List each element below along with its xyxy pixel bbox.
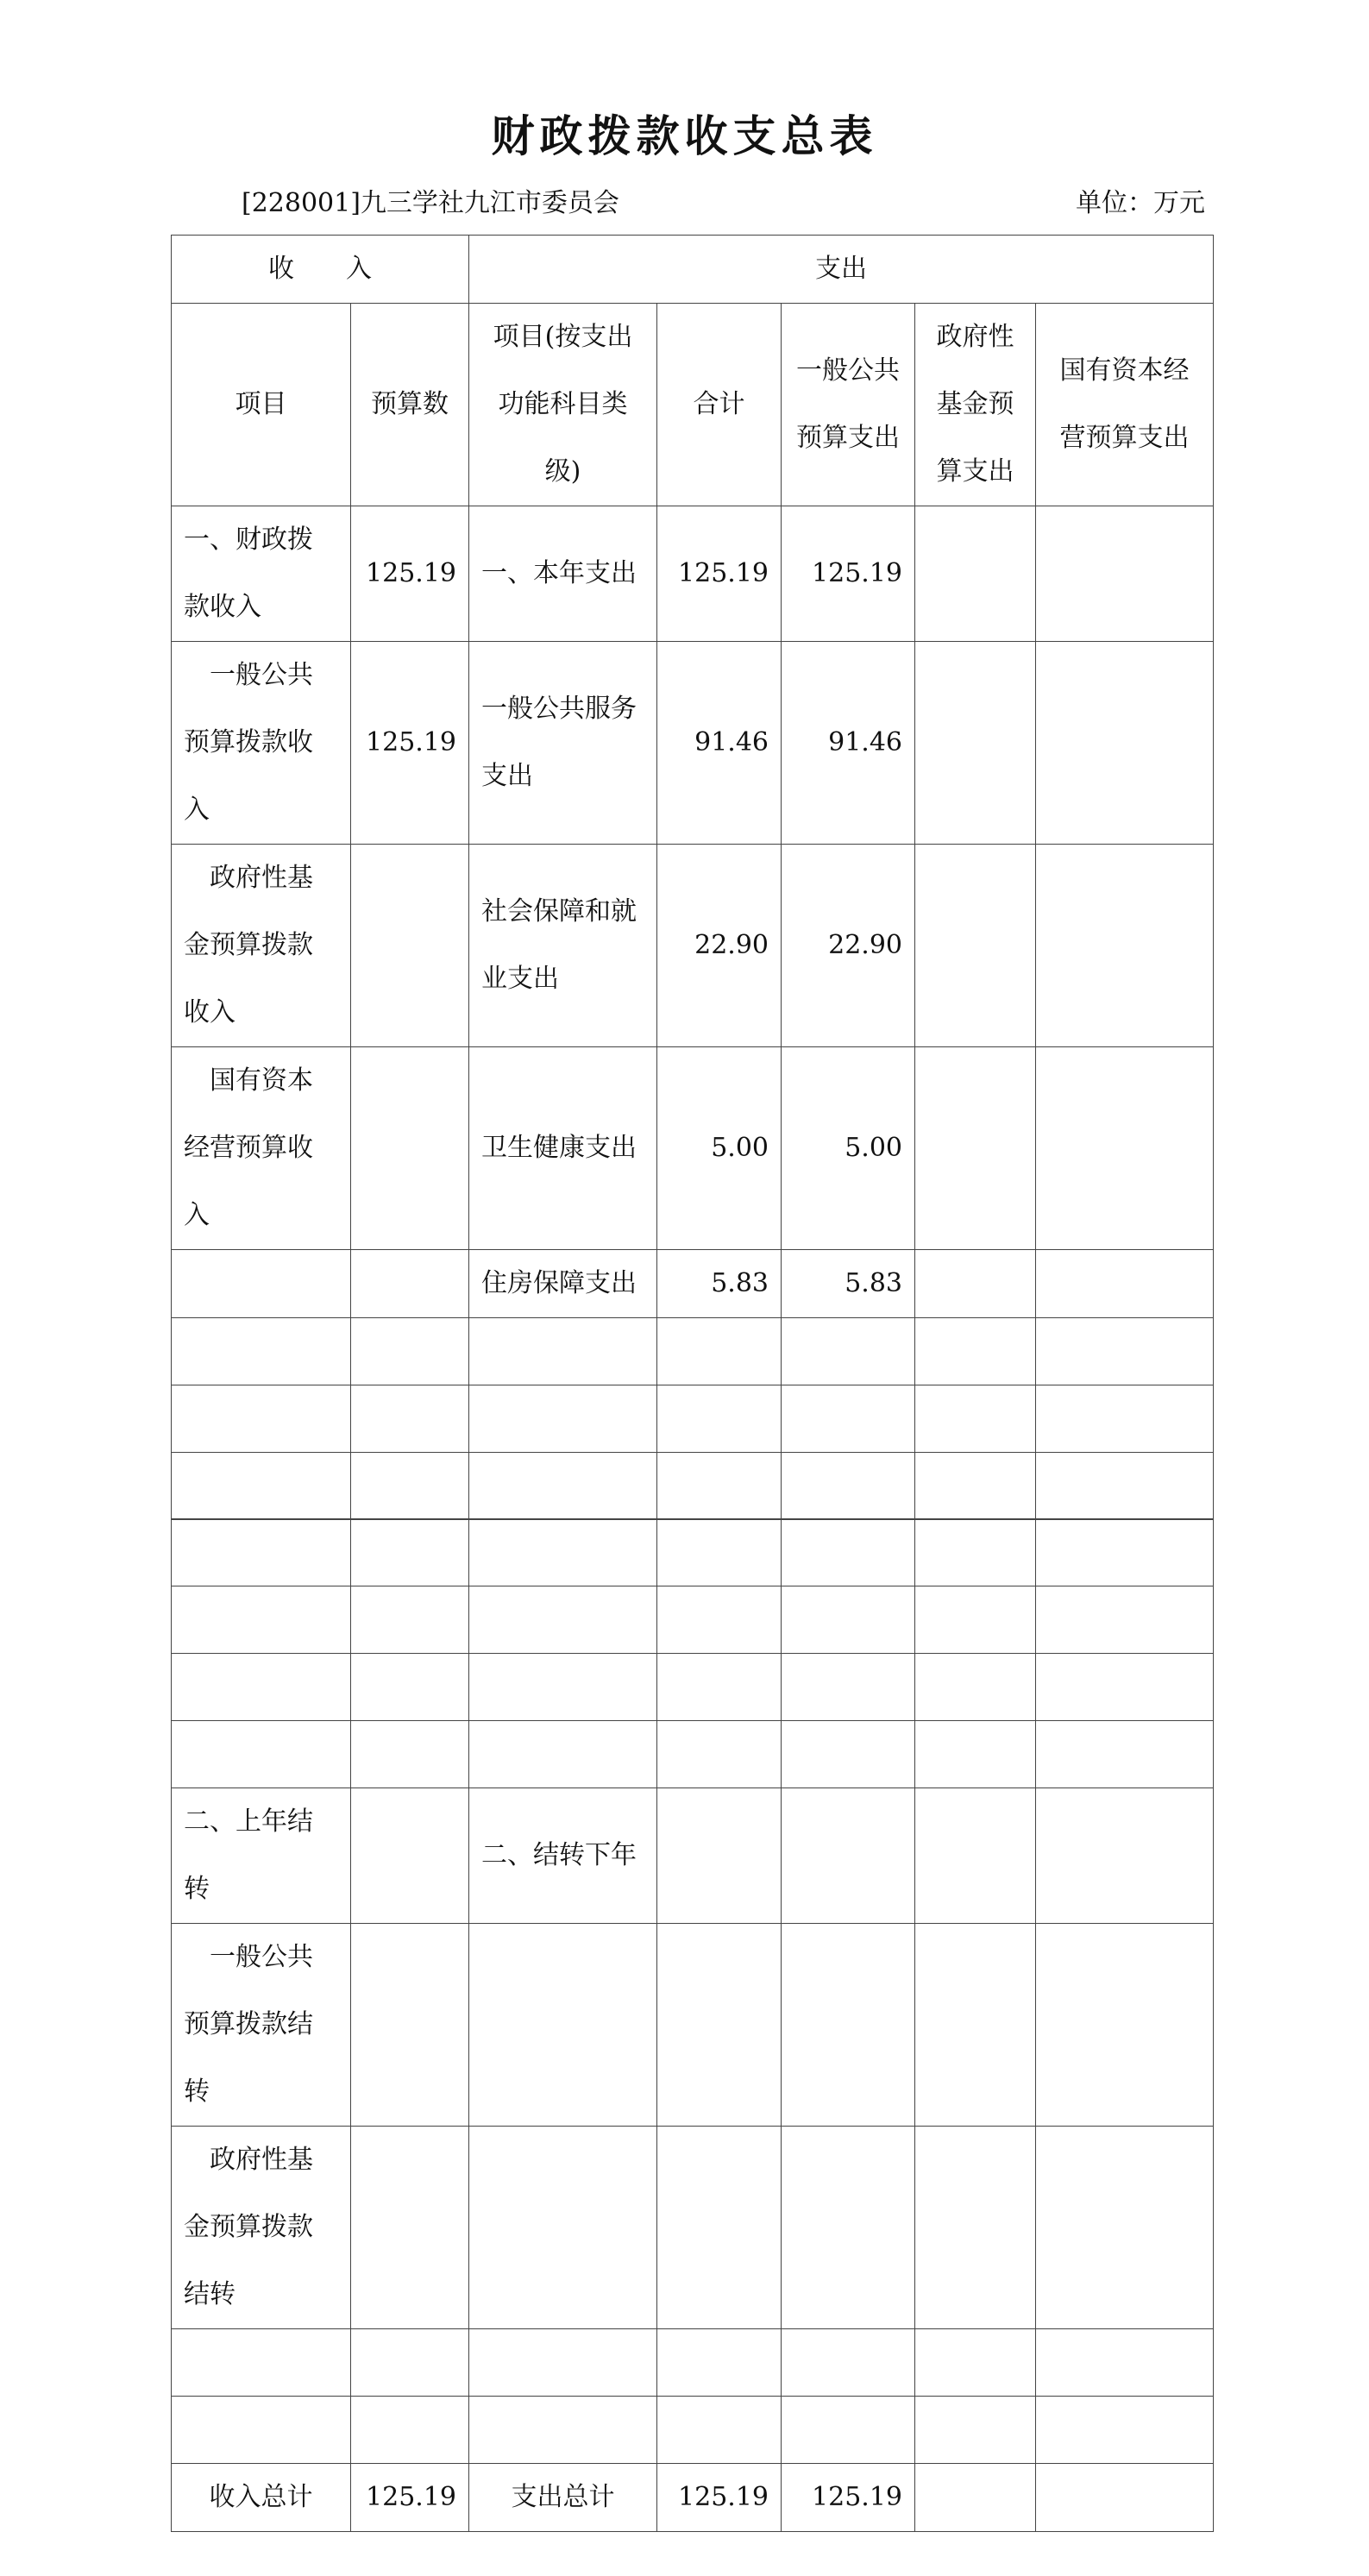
expense-total-label: 支出总计 <box>469 2464 657 2532</box>
income-value-cell <box>351 1924 469 2127</box>
expense-total-cell <box>657 2127 782 2329</box>
expense-item-cell: 卫生健康支出 <box>469 1047 657 1250</box>
expense-item-cell <box>469 2127 657 2329</box>
income-item-cell: 政府性基金预算拨款结转 <box>172 2127 351 2329</box>
expense-total-cell: 22.90 <box>657 845 782 1047</box>
expense-state-cell <box>1036 2464 1214 2532</box>
income-item-cell: 二、上年结转 <box>172 1788 351 1924</box>
expense-total-cell: 5.00 <box>657 1047 782 1250</box>
income-value-cell: 125.19 <box>351 642 469 845</box>
expense-fund-cell <box>915 2127 1036 2329</box>
expense-state-cell <box>1036 845 1214 1047</box>
expense-item-cell: 社会保障和就业支出 <box>469 845 657 1047</box>
expense-general-cell: 91.46 <box>782 642 915 845</box>
empty-row <box>172 1654 1214 1721</box>
expense-total-cell: 91.46 <box>657 642 782 845</box>
income-item-cell: 国有资本经营预算收入 <box>172 1047 351 1250</box>
expense-general-cell <box>782 2127 915 2329</box>
page-title: 财政拨款收支总表 <box>491 111 878 161</box>
expense-item-cell: 一般公共服务支出 <box>469 642 657 845</box>
col-fund-header: 政府性基金预算支出 <box>915 304 1036 506</box>
fiscal-table-part2 <box>171 1518 1214 2532</box>
expense-general-cell: 125.19 <box>782 506 915 642</box>
expense-state-cell <box>1036 1788 1214 1924</box>
income-total-value: 125.19 <box>351 2464 469 2532</box>
expense-fund-cell <box>915 642 1036 845</box>
income-value-cell <box>351 2127 469 2329</box>
expense-total-cell <box>657 1788 782 1924</box>
expense-total-cell <box>657 1924 782 2127</box>
col-general-header: 一般公共预算支出 <box>782 304 915 506</box>
expense-fund-cell <box>915 1047 1036 1250</box>
expense-general-cell <box>782 1924 915 2127</box>
expense-general-cell: 5.83 <box>782 1250 915 1318</box>
income-header: 收 入 <box>172 236 469 304</box>
income-item-cell: 一般公共预算拨款结转 <box>172 1924 351 2127</box>
expense-state-cell <box>1036 642 1214 845</box>
expense-total-cell: 125.19 <box>657 506 782 642</box>
expense-state-cell <box>1036 1924 1214 2127</box>
empty-row <box>172 2397 1214 2464</box>
income-value-cell: 125.19 <box>351 506 469 642</box>
income-item-cell: 政府性基金预算拨款收入 <box>172 845 351 1047</box>
expense-general-cell: 5.00 <box>782 1047 915 1250</box>
expense-fund-cell <box>915 1924 1036 2127</box>
col-budget-header: 预算数 <box>351 304 469 506</box>
income-item-cell <box>172 1250 351 1318</box>
income-item-cell: 一般公共预算拨款收入 <box>172 642 351 845</box>
expense-total-value: 125.19 <box>657 2464 782 2532</box>
expense-general-total-value: 125.19 <box>782 2464 915 2532</box>
empty-row <box>172 1385 1214 1453</box>
expense-state-cell <box>1036 1047 1214 1250</box>
expense-state-cell <box>1036 506 1214 642</box>
empty-row <box>172 1519 1214 1586</box>
expense-fund-cell <box>915 1788 1036 1924</box>
empty-row <box>172 2329 1214 2397</box>
income-total-label: 收入总计 <box>172 2464 351 2532</box>
expense-general-cell: 22.90 <box>782 845 915 1047</box>
expense-item-cell <box>469 1924 657 2127</box>
income-value-cell <box>351 1250 469 1318</box>
expense-item-cell: 一、本年支出 <box>469 506 657 642</box>
income-value-cell <box>351 1047 469 1250</box>
expense-fund-cell <box>915 845 1036 1047</box>
income-item-cell: 一、财政拨款收入 <box>172 506 351 642</box>
empty-row <box>172 1453 1214 1520</box>
expense-state-cell <box>1036 2127 1214 2329</box>
col-state-header: 国有资本经营预算支出 <box>1036 304 1214 506</box>
empty-row <box>172 1318 1214 1385</box>
expense-fund-cell <box>915 2464 1036 2532</box>
col-total-header: 合计 <box>657 304 782 506</box>
expense-item-cell: 二、结转下年 <box>469 1788 657 1924</box>
expense-item-cell: 住房保障支出 <box>469 1250 657 1318</box>
income-value-cell <box>351 1788 469 1924</box>
empty-row <box>172 1586 1214 1654</box>
expense-header: 支出 <box>469 236 1214 304</box>
organization-label: [228001]九三学社九江市委员会 <box>242 188 619 218</box>
col-exp-item-header: 项目(按支出功能科目类级) <box>469 304 657 506</box>
expense-fund-cell <box>915 1250 1036 1318</box>
empty-row <box>172 1721 1214 1788</box>
expense-state-cell <box>1036 1250 1214 1318</box>
fiscal-table-part1 <box>171 235 1214 1520</box>
unit-label: 单位：万元 <box>1076 188 1205 218</box>
expense-general-cell <box>782 1788 915 1924</box>
income-value-cell <box>351 845 469 1047</box>
col-item-header: 项目 <box>172 304 351 506</box>
expense-fund-cell <box>915 506 1036 642</box>
expense-total-cell: 5.83 <box>657 1250 782 1318</box>
